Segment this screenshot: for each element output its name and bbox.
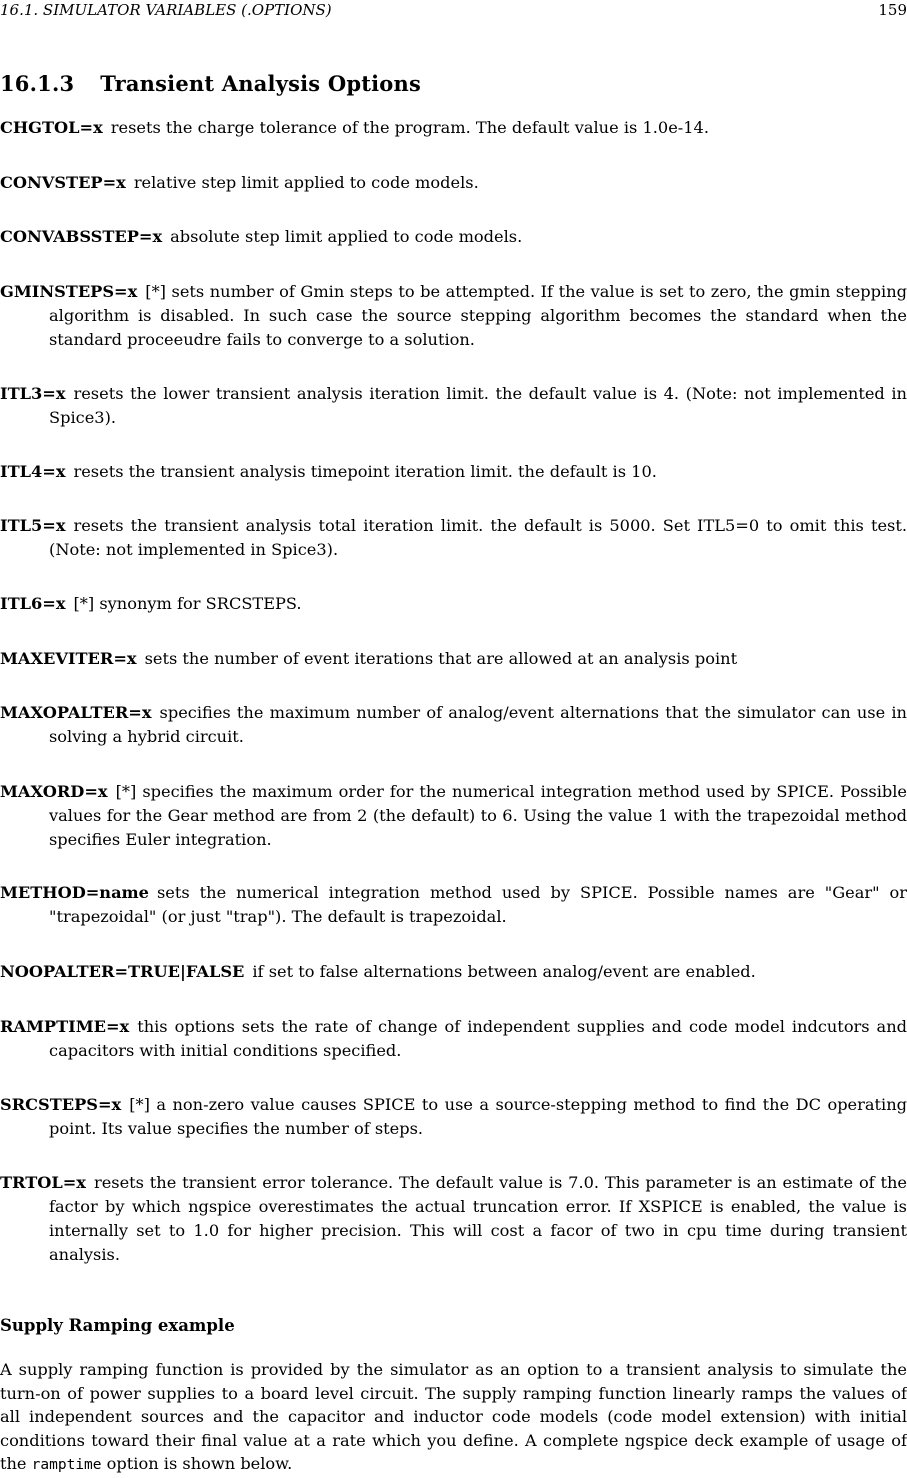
option-entry-method bbox=[0, 881, 907, 929]
option-entry-maxopalter bbox=[0, 701, 907, 749]
option-term: TRTOL=x bbox=[0, 1173, 86, 1192]
option-description: [*] synonym for SRCSTEPS. bbox=[73, 594, 302, 613]
option-term: ITL5=x bbox=[0, 516, 66, 535]
option-entry-srcsteps bbox=[0, 1093, 907, 1141]
option-entry-chgtol bbox=[0, 116, 907, 140]
inline-code: ramptime bbox=[31, 1457, 102, 1473]
option-term: GMINSTEPS=x bbox=[0, 282, 138, 301]
option-entry-itl5 bbox=[0, 514, 907, 562]
example-text: A supply ramping function is provided by the simulator as an option to a transient analysis to simulate the turn-on of power supplies to a board level circuit. The supply ramping function linearly ramps the values of all independent sources and the capacitor and inductor code models (code model extension) with initial conditions toward their final value at a rate which you define. A complete ngspice deck example of usage of the bbox=[0, 1360, 907, 1473]
option-entry-noopalter bbox=[0, 960, 907, 984]
option-term: CONVABSSTEP=x bbox=[0, 227, 163, 246]
option-description: resets the lower transient analysis iteration limit. the default value is 4. (Note: not implemented in Spice3). bbox=[49, 384, 907, 427]
option-entry-ramptime bbox=[0, 1015, 907, 1063]
section-number: 16.1.3 bbox=[0, 71, 75, 96]
option-description: sets the numerical integration method used by SPICE. Possible names are "Gear" or "trapezoidal" (or just "trap"). The default is trapezoidal. bbox=[49, 883, 907, 926]
section-title: Transient Analysis Options bbox=[100, 71, 421, 96]
example-paragraph bbox=[0, 1358, 907, 1478]
section-heading bbox=[0, 70, 421, 98]
option-term: ITL3=x bbox=[0, 384, 66, 403]
option-term: NOOPALTER=TRUE|FALSE bbox=[0, 962, 245, 981]
option-term: CHGTOL=x bbox=[0, 118, 103, 137]
option-term: MAXEVITER=x bbox=[0, 649, 137, 668]
option-entry-gminsteps bbox=[0, 280, 907, 352]
option-term: MAXORD=x bbox=[0, 782, 108, 801]
chapter-header: 16.1. SIMULATOR VARIABLES (.OPTIONS) bbox=[0, 1, 332, 19]
option-description: resets the transient analysis total iteration limit. the default is 5000. Set ITL5=0 to omit this test. (Note: not implemented in Spice3). bbox=[49, 516, 907, 559]
option-term: RAMPTIME=x bbox=[0, 1017, 130, 1036]
option-term: ITL4=x bbox=[0, 462, 66, 481]
option-entry-itl3 bbox=[0, 382, 907, 430]
option-description: resets the transient analysis timepoint iteration limit. the default is 10. bbox=[73, 462, 657, 481]
option-entry-maxeviter bbox=[0, 647, 907, 671]
option-description: [*] specifies the maximum order for the numerical integration method used by SPICE. Possible values for the Gear method are from 2 (the default) to 6. Using the value 1 with the trapezoidal method specifies Euler integration. bbox=[49, 782, 907, 849]
option-entry-maxord bbox=[0, 780, 907, 852]
option-entry-itl6 bbox=[0, 592, 907, 616]
option-term: MAXOPALTER=x bbox=[0, 703, 152, 722]
option-entry-convabsstep bbox=[0, 225, 907, 249]
option-entry-trtol bbox=[0, 1171, 907, 1267]
option-entry-itl4 bbox=[0, 460, 907, 484]
example-text-end: option is shown below. bbox=[106, 1454, 293, 1473]
option-description: resets the transient error tolerance. The default value is 7.0. This parameter is an estimate of the factor by which ngspice overestimates the actual truncation error. If XSPICE is enabled, the value is internally set to 1.0 for higher precision. This will cost a facor of two in cpu time during transient analysis. bbox=[49, 1173, 907, 1264]
option-term: METHOD=name bbox=[0, 883, 149, 902]
option-description: [*] a non-zero value causes SPICE to use a source-stepping method to find the DC operating point. Its value specifies the number of steps. bbox=[49, 1095, 907, 1138]
example-heading: Supply Ramping example bbox=[0, 1316, 235, 1335]
option-description: absolute step limit applied to code models. bbox=[170, 227, 523, 246]
option-description: specifies the maximum number of analog/event alternations that the simulator can use in solving a hybrid circuit. bbox=[49, 703, 907, 746]
option-description: relative step limit applied to code models. bbox=[133, 173, 479, 192]
option-term: SRCSTEPS=x bbox=[0, 1095, 122, 1114]
page-number: 159 bbox=[878, 1, 907, 19]
option-term: CONVSTEP=x bbox=[0, 173, 126, 192]
option-description: sets the number of event iterations that are allowed at an analysis point bbox=[144, 649, 738, 668]
running-header bbox=[0, 0, 907, 22]
option-description: this options sets the rate of change of independent supplies and code model indcutors and capacitors with initial conditions specified. bbox=[49, 1017, 907, 1060]
option-description: resets the charge tolerance of the program. The default value is 1.0e-14. bbox=[110, 118, 709, 137]
option-entry-convstep bbox=[0, 171, 907, 195]
option-term: ITL6=x bbox=[0, 594, 66, 613]
option-description: if set to false alternations between analog/event are enabled. bbox=[252, 962, 756, 981]
option-description: [*] sets number of Gmin steps to be attempted. If the value is set to zero, the gmin stepping algorithm is disabled. In such case the source stepping algorithm becomes the standard when the standard proceeudre fails to converge to a solution. bbox=[49, 282, 907, 349]
